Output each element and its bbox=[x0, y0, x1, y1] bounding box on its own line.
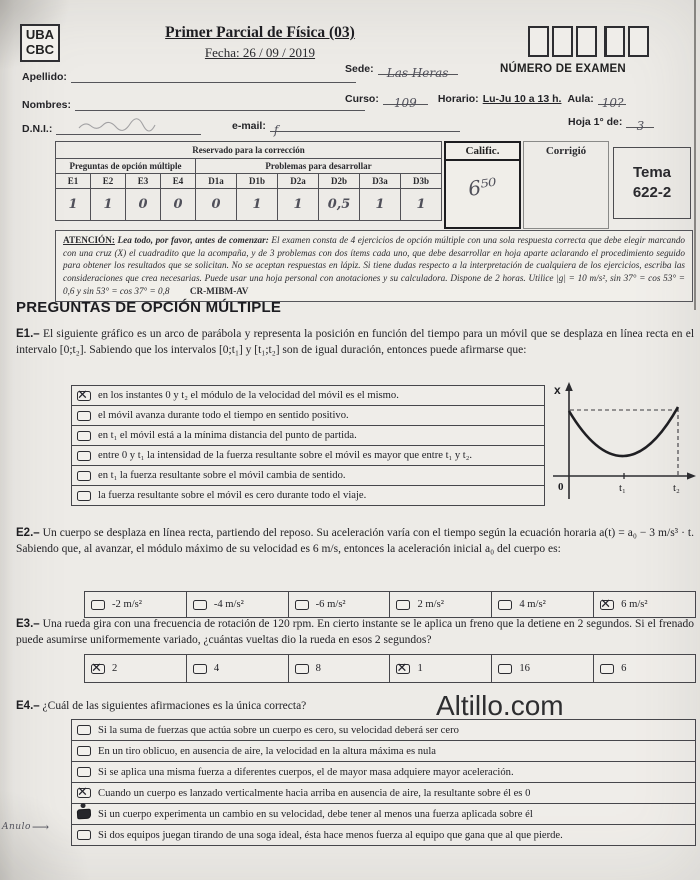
curso-value: 109 bbox=[393, 96, 417, 110]
dni-label: D.N.I.: bbox=[22, 123, 53, 135]
attention-intro: Lea todo, por favor, antes de comenzar: bbox=[117, 235, 269, 245]
option-label: la fuerza resultante sobre el móvil es cero durante todo el viaje. bbox=[98, 490, 367, 501]
calific-label: Calific. bbox=[446, 143, 519, 161]
calific-box bbox=[444, 141, 521, 229]
page-title: Primer Parcial de Física (03) bbox=[165, 24, 355, 41]
altillo-watermark: Altillo.com bbox=[436, 690, 564, 721]
e1-option-row[interactable] bbox=[71, 385, 545, 406]
option-label: 8 bbox=[315, 663, 321, 674]
e2-text: Un cuerpo se desplaza en línea recta, partiendo del reposo. Su aceleración varía con el tiempo según la ecuación horaria a(t) = a₀ − 3 m/s³ · t. Sabiendo que, al avanzar, el módulo máximo de su velocidad es 6 m/s, entonces la aceleración inicial a₀ del cuerpo es: bbox=[16, 527, 694, 556]
option-checkbox[interactable] bbox=[77, 491, 91, 501]
column-label: E3 bbox=[126, 174, 161, 189]
column-label: D1a bbox=[196, 174, 237, 189]
exam-number-box[interactable] bbox=[604, 26, 625, 57]
tema-label: Tema bbox=[632, 163, 672, 181]
e2-label: E2.– bbox=[16, 527, 40, 539]
exam-number-label: NÚMERO DE EXAMEN bbox=[500, 63, 626, 75]
attention-code: CR-MIBM-AV bbox=[189, 285, 249, 296]
option-label: 16 bbox=[519, 663, 530, 674]
option-label: Cuando un cuerpo es lanzado verticalmente hacia arriba en ausencia de aire, la resultante sobre él es 0 bbox=[98, 787, 531, 799]
e1-text: El siguiente gráfico es un arco de parábola y representa la posición en función del tiempo para un móvil que se desplaza en línea recta en el intervalo [0;t₂]. Sabiendo que los intervalos [0;t₁] y [t₁;t₂] son de igual duración, entonces puede afirmarse que: bbox=[16, 328, 695, 357]
e1-option-row[interactable] bbox=[71, 425, 545, 446]
option-checkbox[interactable] bbox=[77, 471, 91, 481]
option-label: el móvil avanza durante todo el tiempo en sentido positivo. bbox=[98, 410, 349, 421]
e2-option-cell[interactable] bbox=[593, 592, 695, 617]
e4-option-row[interactable] bbox=[71, 803, 696, 825]
option-checkbox[interactable] bbox=[77, 788, 91, 798]
e4-option-row[interactable] bbox=[71, 761, 696, 783]
column-label: D2a bbox=[278, 174, 319, 189]
e2-option-cell[interactable] bbox=[491, 592, 593, 617]
anulo-annotation bbox=[2, 820, 50, 834]
exam-number-box[interactable] bbox=[552, 26, 573, 57]
anulo-text: Anulo bbox=[2, 822, 31, 832]
correction-table-title: Reservado para la corrección bbox=[56, 142, 442, 159]
e3-option-cell[interactable] bbox=[491, 655, 593, 682]
column-label: D3b bbox=[401, 174, 442, 189]
option-label: Si se aplica una misma fuerza a diferentes cuerpos, el de mayor masa adquiere mayor aceleración. bbox=[98, 766, 514, 778]
e2-options bbox=[84, 591, 696, 618]
curso-label: Curso: bbox=[345, 93, 379, 105]
e1-options bbox=[71, 386, 545, 506]
option-label: 6 m/s² bbox=[621, 599, 648, 610]
e3-options bbox=[84, 654, 696, 683]
e3-label: E3.– bbox=[16, 618, 40, 630]
exam-number-boxes bbox=[528, 26, 649, 57]
e2-option-cell[interactable] bbox=[85, 592, 186, 617]
section-title: PREGUNTAS DE OPCIÓN MÚLTIPLE bbox=[16, 299, 282, 316]
aula-value: 10? bbox=[601, 96, 624, 110]
option-checkbox[interactable] bbox=[77, 830, 91, 840]
score-cell: 1 bbox=[237, 189, 278, 221]
e3-option-cell[interactable] bbox=[186, 655, 288, 682]
option-checkbox[interactable] bbox=[91, 664, 105, 674]
option-label: 2 m/s² bbox=[417, 599, 444, 610]
score-cell: 1 bbox=[56, 189, 91, 221]
attention-box bbox=[55, 230, 693, 302]
option-label: 4 m/s² bbox=[519, 599, 546, 610]
horario-label: Horario: bbox=[437, 93, 479, 105]
option-label: en t₁ la fuerza resultante sobre el móvil cambia de sentido. bbox=[98, 470, 346, 481]
group-multiple-choice: Preguntas de opción múltiple bbox=[56, 159, 196, 174]
aula-field[interactable] bbox=[598, 92, 626, 110]
e4-statement bbox=[16, 698, 436, 714]
option-checkbox[interactable] bbox=[77, 746, 91, 756]
graph-t2-label: t₂ bbox=[673, 482, 680, 494]
graph-t1-label: t₁ bbox=[619, 482, 626, 494]
score-cell: 1 bbox=[91, 189, 126, 221]
nombres-label: Nombres: bbox=[22, 99, 72, 111]
option-label: En un tiro oblicuo, en ausencia de aire, la velocidad en la altura máxima es nula bbox=[98, 745, 436, 757]
column-label: D2b bbox=[319, 174, 360, 189]
option-checkbox[interactable] bbox=[295, 600, 309, 610]
column-label: D1b bbox=[237, 174, 278, 189]
option-label: Si un cuerpo experimenta un cambio en su velocidad, debe tener al menos una fuerza aplicada sobre él bbox=[98, 808, 533, 820]
option-checkbox[interactable] bbox=[77, 451, 91, 461]
e4-option-row[interactable] bbox=[71, 740, 696, 762]
attention-body: El examen consta de 4 ejercicios de opción múltiple con una sola respuesta correcta que debe elegir marcando con una cruz (X) el cuadradito que la acompaña, y de 3 problemas con dos ítems cada uno, que debe desarrollar en hoja aparte aclarando el procedimiento seguido para obtener los resultados que se solicitan. No se aceptan respuestas en lápiz. Si tiene dudas respecto a la interpretación de cualquiera de los ejercicios, escriba las consideraciones que crea necesarias. Puede usar una hoja personal con anotaciones y su calculadora. Dispone de 2 horas. Utilice |g| = 10 m/s², sin 37° = cos 53° = 0,6 y sin 53° = cos 37° = 0,8 bbox=[63, 235, 686, 296]
option-label: 2 bbox=[112, 663, 118, 674]
e3-option-cell[interactable] bbox=[288, 655, 390, 682]
e1-option-row[interactable] bbox=[71, 405, 545, 426]
column-label: E2 bbox=[91, 174, 126, 189]
option-checkbox[interactable] bbox=[77, 431, 91, 441]
e3-option-cell[interactable] bbox=[389, 655, 491, 682]
score-cell: 1 bbox=[278, 189, 319, 221]
tema-box bbox=[613, 147, 691, 219]
aula-label: Aula: bbox=[567, 93, 594, 105]
e4-options bbox=[71, 720, 696, 846]
option-checkbox[interactable] bbox=[91, 600, 105, 610]
hoja-label: Hoja 1° de: bbox=[568, 116, 623, 128]
option-checkbox[interactable] bbox=[498, 600, 512, 610]
email-label: e-mail: bbox=[232, 120, 266, 132]
corrigio-box: Corrigió bbox=[523, 141, 609, 229]
option-checkbox[interactable] bbox=[600, 664, 614, 674]
e1-label: E1.– bbox=[16, 328, 40, 340]
option-label: -6 m/s² bbox=[315, 599, 346, 610]
column-label: D3a bbox=[360, 174, 401, 189]
exam-number-box[interactable] bbox=[528, 26, 549, 57]
e2-option-cell[interactable] bbox=[186, 592, 288, 617]
apellido-label: Apellido: bbox=[22, 71, 67, 83]
horario-value: Lu-Ju 10 a 13 h. bbox=[482, 93, 562, 105]
option-label: 6 bbox=[621, 663, 627, 674]
correction-table bbox=[55, 141, 442, 221]
option-checkbox[interactable] bbox=[600, 600, 614, 610]
option-checkbox[interactable] bbox=[77, 767, 91, 777]
e2-statement bbox=[16, 525, 694, 558]
score-cell: 0,5 bbox=[319, 189, 360, 221]
calific-grade-value: 6⁵⁰ bbox=[466, 173, 499, 201]
column-label: E4 bbox=[161, 174, 196, 189]
option-checkbox[interactable] bbox=[77, 411, 91, 421]
option-label: en t₁ el móvil está a la mínima distancia del punto de partida. bbox=[98, 430, 357, 441]
scan-edge-line bbox=[694, 0, 696, 310]
option-checkbox[interactable] bbox=[498, 664, 512, 674]
option-label: en los instantes 0 y t₂ el módulo de la velocidad del móvil es el mismo. bbox=[98, 390, 399, 401]
attention-label: ATENCIÓN: bbox=[63, 235, 115, 245]
score-cell: 0 bbox=[126, 189, 161, 221]
option-checkbox[interactable] bbox=[396, 600, 410, 610]
option-label: entre 0 y t₁ la intensidad de la fuerza resultante sobre el móvil es mayor que entre t₁ y t₂. bbox=[98, 450, 473, 461]
option-label: 4 bbox=[213, 663, 220, 674]
score-cell: 1 bbox=[360, 189, 401, 221]
logo-line-uba: UBA bbox=[25, 27, 55, 43]
email-field[interactable] bbox=[270, 119, 460, 137]
score-cell: 1 bbox=[401, 189, 442, 221]
e2-option-cell[interactable] bbox=[389, 592, 491, 617]
hoja-field[interactable] bbox=[626, 115, 654, 133]
option-label: -2 m/s² bbox=[112, 599, 142, 610]
option-label: Si la suma de fuerzas que actúa sobre un cuerpo es cero, su velocidad deberá ser cero bbox=[98, 724, 459, 736]
option-checkbox[interactable] bbox=[77, 725, 91, 735]
dni-handwriting-squiggle bbox=[75, 118, 185, 132]
hoja-value: 3 bbox=[636, 119, 645, 133]
e4-option-row[interactable] bbox=[71, 782, 696, 804]
graph-origin-label: 0 bbox=[558, 481, 564, 493]
score-cell: 0 bbox=[196, 189, 237, 221]
tema-value: 622-2 bbox=[632, 184, 672, 201]
e3-text: Una rueda gira con una frecuencia de rotación de 120 rpm. En cierto instante se le aplica un freno que la detiene en 2 segundos. Si el frenado puede asumirse uniformemente variado, ¿cuántas vueltas dio la rueda en esos 2 segundos? bbox=[16, 618, 694, 647]
option-checkbox[interactable] bbox=[295, 664, 309, 674]
option-label: 1 bbox=[417, 663, 423, 674]
option-checkbox[interactable] bbox=[77, 391, 91, 401]
e3-statement bbox=[16, 616, 694, 649]
e4-text: ¿Cuál de las siguientes afirmaciones es la única correcta? bbox=[42, 700, 307, 712]
sede-label: Sede: bbox=[345, 63, 374, 75]
exam-date: Fecha: 26 / 09 / 2019 bbox=[204, 45, 316, 60]
email-value: f bbox=[273, 123, 279, 137]
apellido-field[interactable] bbox=[71, 70, 356, 83]
option-checkbox[interactable] bbox=[193, 664, 207, 674]
nombres-field[interactable] bbox=[75, 98, 365, 111]
option-label: Si dos equipos juegan tirando de una soga ideal, ésta hace menos fuerza al equipo que gana que al que pierde. bbox=[98, 829, 563, 841]
e4-option-row[interactable] bbox=[71, 719, 696, 741]
e1-option-row[interactable] bbox=[71, 465, 545, 486]
sede-field[interactable] bbox=[378, 62, 458, 80]
logo-line-cbc: CBC bbox=[25, 42, 55, 57]
sede-value: Las Heras bbox=[386, 66, 449, 80]
e1-option-row[interactable] bbox=[71, 445, 545, 466]
uba-cbc-logo bbox=[20, 24, 60, 62]
e1-option-row[interactable] bbox=[71, 485, 545, 506]
column-label: E1 bbox=[56, 174, 91, 189]
e2-option-cell[interactable] bbox=[288, 592, 390, 617]
e4-option-row[interactable] bbox=[71, 824, 696, 846]
option-checkbox[interactable] bbox=[77, 809, 92, 820]
option-checkbox[interactable] bbox=[193, 600, 207, 610]
curso-field[interactable] bbox=[383, 92, 428, 110]
e1-statement bbox=[16, 326, 694, 359]
group-problems: Problemas para desarrollar bbox=[196, 159, 442, 174]
e1-position-time-graph bbox=[547, 379, 697, 504]
score-cell: 0 bbox=[161, 189, 196, 221]
option-label: -4 m/s² bbox=[213, 599, 244, 610]
exam-number-box[interactable] bbox=[628, 26, 649, 57]
e3-option-cell[interactable] bbox=[593, 655, 695, 682]
exam-number-box[interactable] bbox=[576, 26, 597, 57]
option-checkbox[interactable] bbox=[396, 664, 410, 674]
e4-label: E4.– bbox=[16, 700, 40, 712]
graph-ylabel: x bbox=[554, 383, 561, 397]
anulo-arrow-icon: ⟶ bbox=[31, 820, 50, 834]
e3-option-cell[interactable] bbox=[85, 655, 186, 682]
